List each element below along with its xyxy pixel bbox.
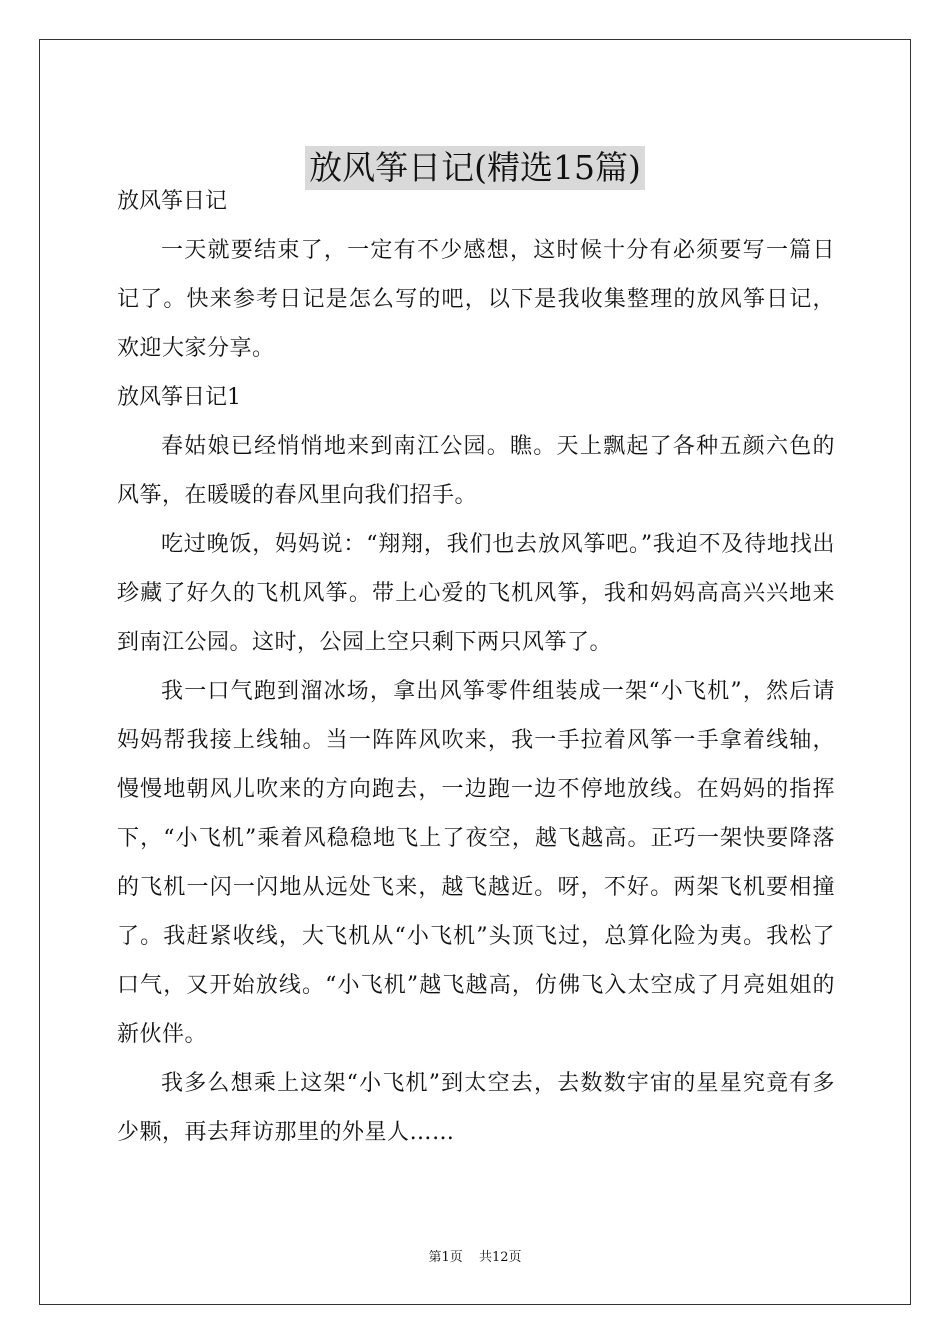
body-paragraph: 吃过晚饭，妈妈说：“翔翔，我们也去放风筝吧。”我迫不及待地找出珍藏了好久的飞机风筝。带上心爱的飞机风筝，我和妈妈高高兴兴地来到南江公园。这时，公园上空只剩下两只风筝了。	[117, 532, 835, 655]
page-number: 第1页	[428, 1250, 463, 1265]
document-body	[117, 177, 835, 1157]
section-heading: 放风筝日记1	[117, 385, 241, 410]
page-footer	[0, 1246, 950, 1265]
body-paragraph: 春姑娘已经悄悄地来到南江公园。瞧。天上飘起了各种五颜六色的风筝，在暖暖的春风里向我们招手。	[117, 434, 835, 508]
body-paragraph: 我一口气跑到溜冰场，拿出风筝零件组装成一架“小飞机”，然后请妈妈帮我接上线轴。当一阵阵风吹来，我一手拉着风筝一手拿着线轴，慢慢地朝风儿吹来的方向跑去，一边跑一边不停地放线。在妈妈的指挥下，“小飞机”乘着风稳稳地飞上了夜空，越飞越高。正巧一架快要降落的飞机一闪一闪地从远处飞来，越飞越近。呀，不好。两架飞机要相撞了。我赶紧收线，大飞机从“小飞机”头顶飞过，总算化险为夷。我松了口气，又开始放线。“小飞机”越飞越高，仿佛飞入太空成了月亮姐姐的新伙伴。	[117, 679, 835, 1047]
intro-heading: 放风筝日记	[117, 189, 228, 214]
body-paragraph: 我多么想乘上这架“小飞机”到太空去，去数数宇宙的星星究竟有多少颗，再去拜访那里的外星人……	[117, 1071, 835, 1145]
intro-paragraph: 一天就要结束了，一定有不少感想，这时候十分有必须要写一篇日记了。快来参考日记是怎么写的吧，以下是我收集整理的放风筝日记，欢迎大家分享。	[117, 238, 835, 361]
document-title: 放风筝日记(精选15篇)	[305, 146, 645, 190]
total-pages: 共12页	[478, 1250, 522, 1265]
